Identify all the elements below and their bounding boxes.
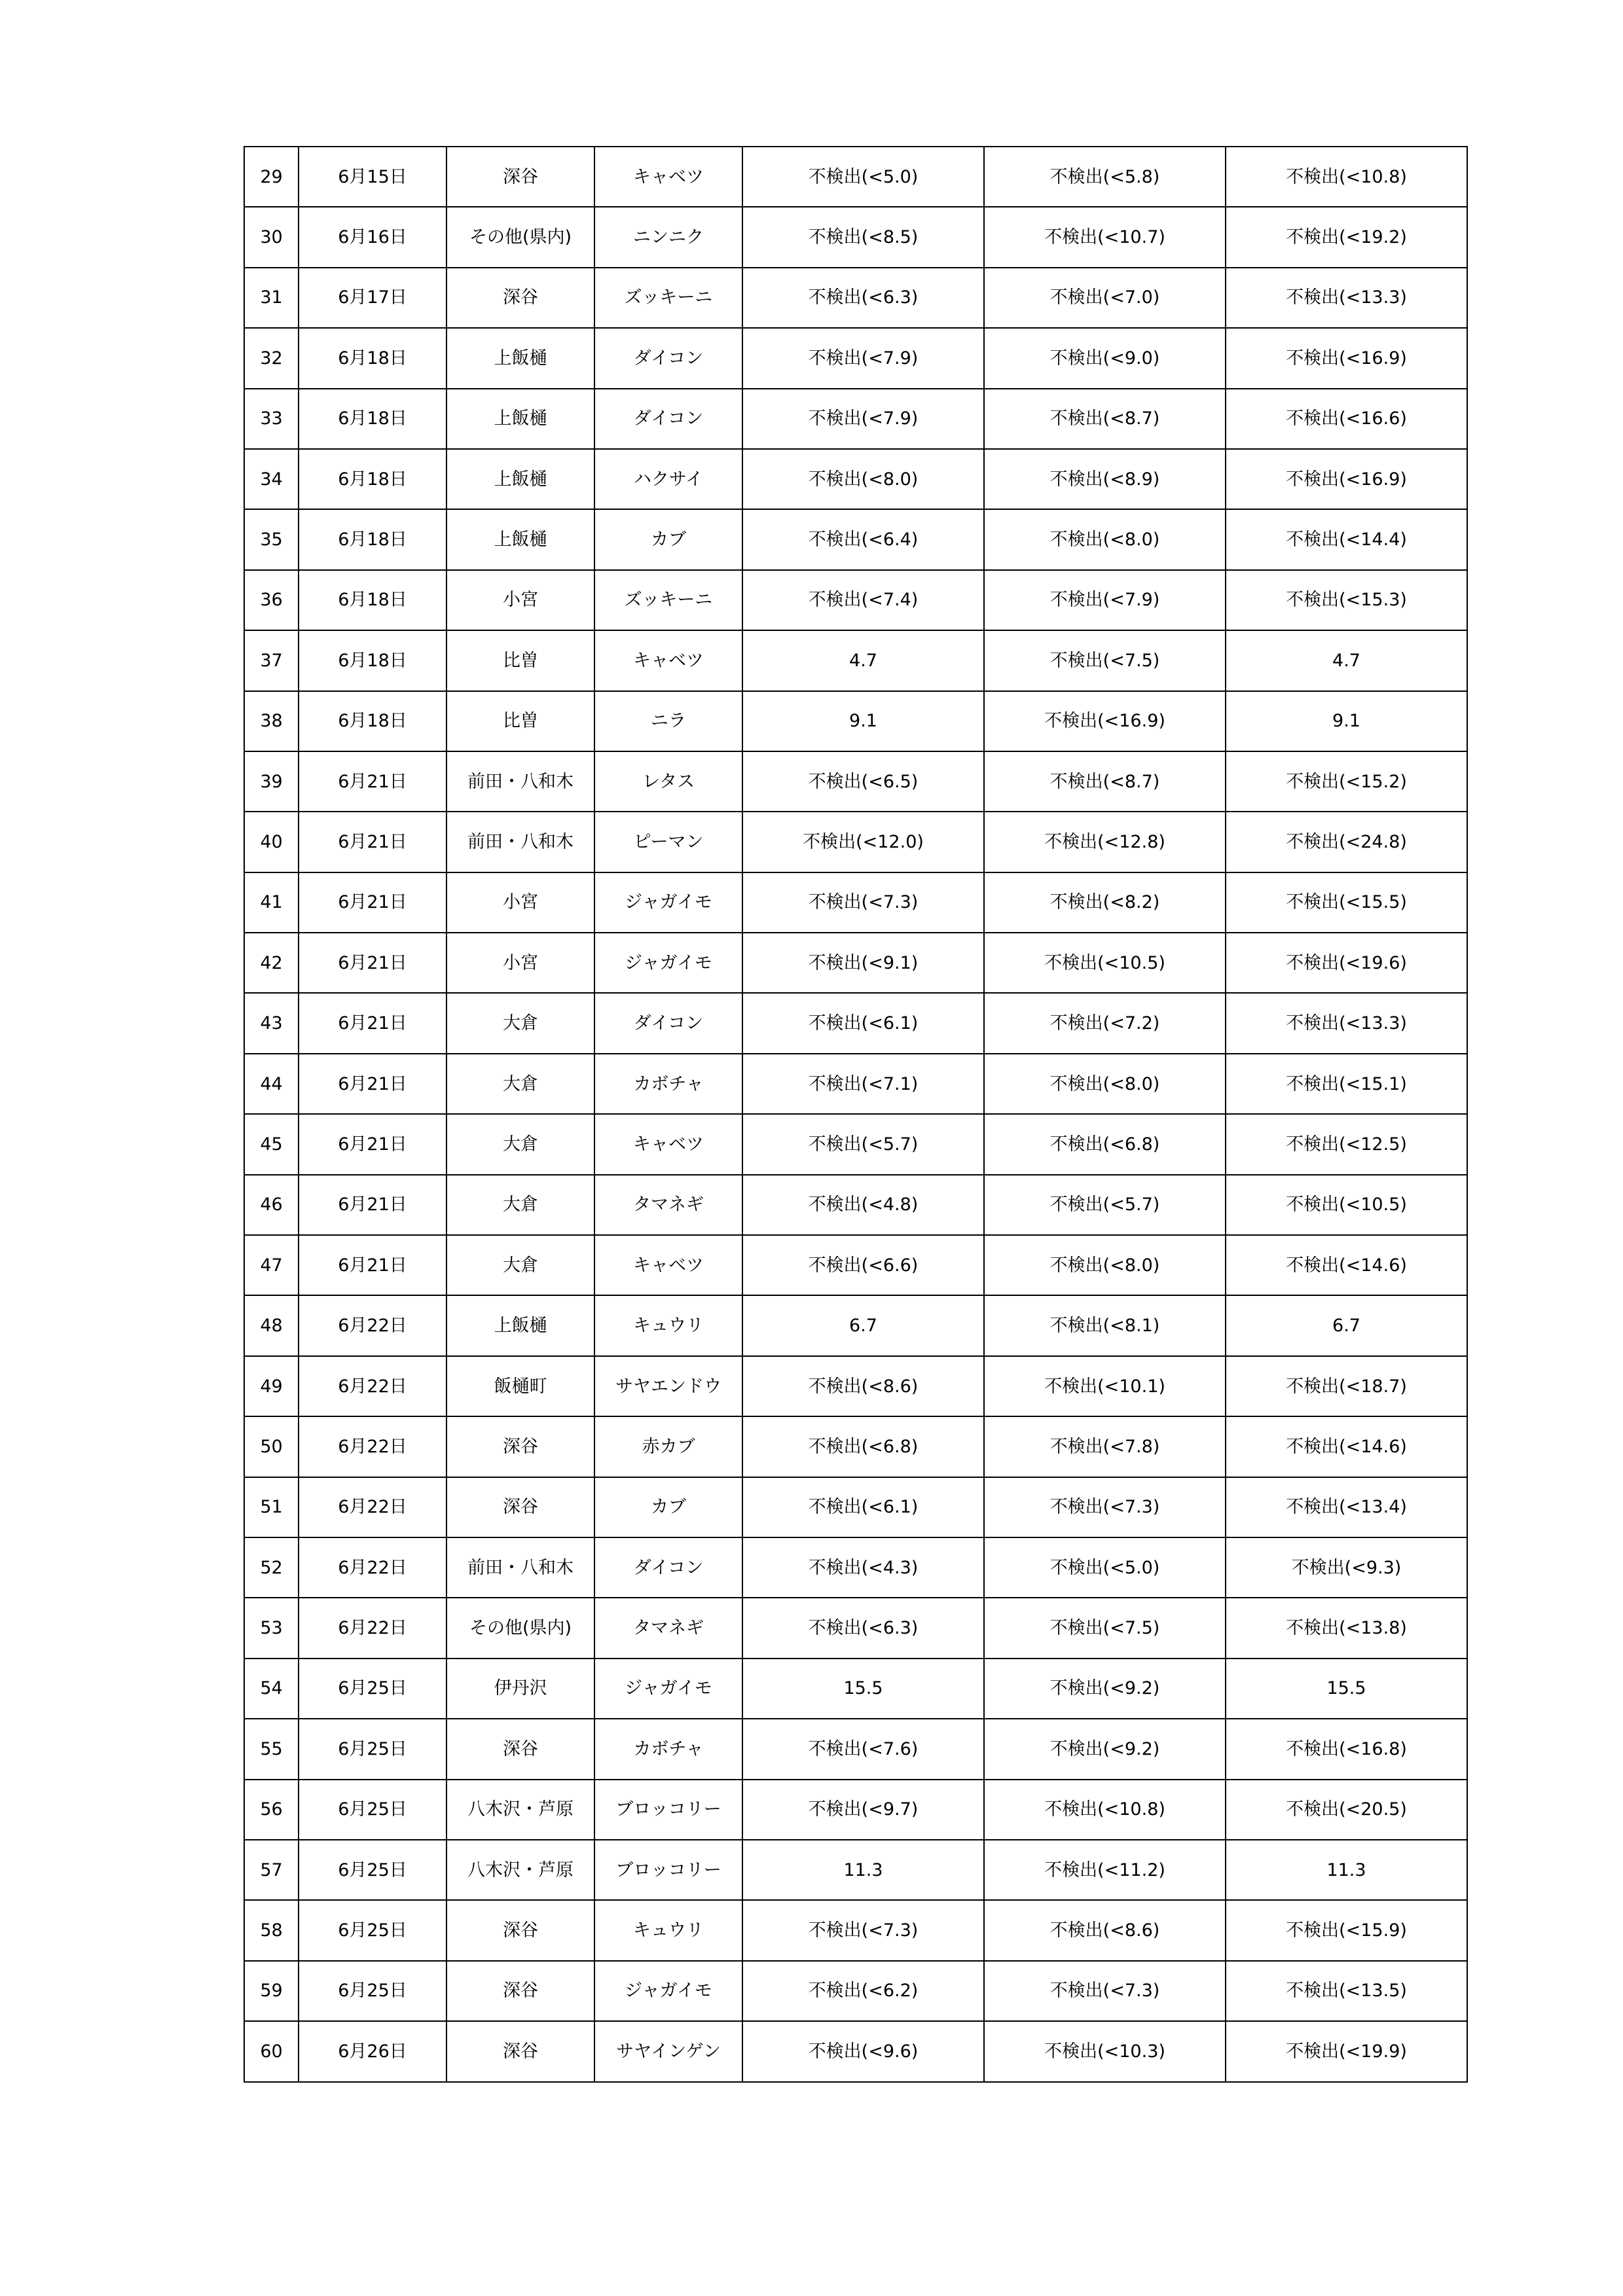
table-row (244, 630, 1467, 691)
row-number-cell: 46 (244, 1175, 299, 1235)
area-cell: 飯樋町 (447, 1356, 594, 1416)
area-cell: 小宮 (447, 872, 594, 933)
value2-cell: 不検出(<16.9) (984, 691, 1226, 751)
value2-cell: 不検出(<6.8) (984, 1114, 1226, 1174)
value3-cell: 不検出(<10.5) (1226, 1175, 1467, 1235)
value2-cell: 不検出(<7.9) (984, 570, 1226, 630)
item-cell: サヤエンドウ (594, 1356, 742, 1416)
table-row (244, 1598, 1467, 1658)
value1-cell: 不検出(<7.9) (742, 389, 984, 449)
date-cell: 6月22日 (299, 1295, 447, 1355)
value3-cell: 6.7 (1226, 1295, 1467, 1355)
value1-cell: 不検出(<6.3) (742, 1598, 984, 1658)
value3-cell: 不検出(<16.9) (1226, 449, 1467, 509)
value2-cell: 不検出(<9.0) (984, 328, 1226, 388)
value2-cell: 不検出(<5.0) (984, 1537, 1226, 1598)
value3-cell: 不検出(<20.5) (1226, 1780, 1467, 1840)
item-cell: 赤カブ (594, 1416, 742, 1477)
table-row (244, 1477, 1467, 1537)
item-cell: ダイコン (594, 1537, 742, 1598)
area-cell: 上飯樋 (447, 1295, 594, 1355)
item-cell: キャベツ (594, 1114, 742, 1174)
row-number-cell: 36 (244, 570, 299, 630)
table-row (244, 1416, 1467, 1477)
table-row (244, 691, 1467, 751)
value1-cell: 不検出(<6.2) (742, 1961, 984, 2021)
value1-cell: 不検出(<7.3) (742, 872, 984, 933)
row-number-cell: 54 (244, 1659, 299, 1719)
table-row (244, 1780, 1467, 1840)
row-number-cell: 44 (244, 1054, 299, 1114)
date-cell: 6月25日 (299, 1780, 447, 1840)
value2-cell: 不検出(<8.7) (984, 751, 1226, 812)
item-cell: キュウリ (594, 1900, 742, 1960)
value2-cell: 不検出(<8.2) (984, 872, 1226, 933)
measurement-table (244, 146, 1468, 2083)
item-cell: カブ (594, 1477, 742, 1537)
row-number-cell: 60 (244, 2021, 299, 2081)
date-cell: 6月25日 (299, 1659, 447, 1719)
item-cell: キュウリ (594, 1295, 742, 1355)
item-cell: ニンニク (594, 207, 742, 267)
value1-cell: 不検出(<8.6) (742, 1356, 984, 1416)
item-cell: ピーマン (594, 812, 742, 872)
date-cell: 6月18日 (299, 630, 447, 691)
area-cell: 上飯樋 (447, 509, 594, 569)
value1-cell: 不検出(<6.5) (742, 751, 984, 812)
value3-cell: 不検出(<15.1) (1226, 1054, 1467, 1114)
item-cell: キャベツ (594, 630, 742, 691)
item-cell: ニラ (594, 691, 742, 751)
date-cell: 6月18日 (299, 449, 447, 509)
date-cell: 6月21日 (299, 872, 447, 933)
date-cell: 6月25日 (299, 1900, 447, 1960)
date-cell: 6月22日 (299, 1537, 447, 1598)
table-row (244, 147, 1467, 207)
value3-cell: 不検出(<13.4) (1226, 1477, 1467, 1537)
date-cell: 6月15日 (299, 147, 447, 207)
item-cell: サヤインゲン (594, 2021, 742, 2081)
area-cell: 深谷 (447, 1719, 594, 1779)
value1-cell: 不検出(<6.4) (742, 509, 984, 569)
row-number-cell: 50 (244, 1416, 299, 1477)
row-number-cell: 30 (244, 207, 299, 267)
value2-cell: 不検出(<10.8) (984, 1780, 1226, 1840)
area-cell: 大倉 (447, 993, 594, 1053)
table-row (244, 1175, 1467, 1235)
value1-cell: 15.5 (742, 1659, 984, 1719)
item-cell: カボチャ (594, 1054, 742, 1114)
value2-cell: 不検出(<8.6) (984, 1900, 1226, 1960)
value2-cell: 不検出(<10.7) (984, 207, 1226, 267)
date-cell: 6月22日 (299, 1356, 447, 1416)
area-cell: その他(県内) (447, 207, 594, 267)
value1-cell: 不検出(<4.8) (742, 1175, 984, 1235)
item-cell: ブロッコリー (594, 1780, 742, 1840)
value3-cell: 不検出(<16.8) (1226, 1719, 1467, 1779)
table-row (244, 2021, 1467, 2081)
date-cell: 6月21日 (299, 1175, 447, 1235)
value2-cell: 不検出(<8.0) (984, 1054, 1226, 1114)
item-cell: ブロッコリー (594, 1840, 742, 1900)
row-number-cell: 59 (244, 1961, 299, 2021)
value1-cell: 4.7 (742, 630, 984, 691)
table-row (244, 872, 1467, 933)
date-cell: 6月18日 (299, 389, 447, 449)
area-cell: 上飯樋 (447, 449, 594, 509)
value1-cell: 不検出(<6.1) (742, 1477, 984, 1537)
date-cell: 6月21日 (299, 812, 447, 872)
value3-cell: 不検出(<16.6) (1226, 389, 1467, 449)
value1-cell: 不検出(<7.3) (742, 1900, 984, 1960)
value2-cell: 不検出(<8.9) (984, 449, 1226, 509)
value2-cell: 不検出(<8.0) (984, 1235, 1226, 1295)
row-number-cell: 51 (244, 1477, 299, 1537)
value3-cell: 不検出(<13.3) (1226, 268, 1467, 328)
date-cell: 6月25日 (299, 1719, 447, 1779)
value2-cell: 不検出(<10.1) (984, 1356, 1226, 1416)
value2-cell: 不検出(<8.0) (984, 509, 1226, 569)
value3-cell: 不検出(<19.2) (1226, 207, 1467, 267)
row-number-cell: 35 (244, 509, 299, 569)
row-number-cell: 39 (244, 751, 299, 812)
table-row (244, 1235, 1467, 1295)
row-number-cell: 47 (244, 1235, 299, 1295)
value1-cell: 不検出(<6.3) (742, 268, 984, 328)
value1-cell: 不検出(<9.1) (742, 933, 984, 993)
value1-cell: 11.3 (742, 1840, 984, 1900)
item-cell: ダイコン (594, 389, 742, 449)
date-cell: 6月22日 (299, 1416, 447, 1477)
row-number-cell: 42 (244, 933, 299, 993)
item-cell: ジャガイモ (594, 872, 742, 933)
area-cell: 深谷 (447, 1477, 594, 1537)
value3-cell: 不検出(<13.8) (1226, 1598, 1467, 1658)
date-cell: 6月21日 (299, 751, 447, 812)
table-row (244, 1295, 1467, 1355)
area-cell: 比曽 (447, 691, 594, 751)
date-cell: 6月18日 (299, 509, 447, 569)
table-row (244, 1719, 1467, 1779)
table-row (244, 207, 1467, 267)
date-cell: 6月21日 (299, 1054, 447, 1114)
table-row (244, 1356, 1467, 1416)
value2-cell: 不検出(<9.2) (984, 1659, 1226, 1719)
value3-cell: 15.5 (1226, 1659, 1467, 1719)
table-row (244, 1054, 1467, 1114)
table-row (244, 449, 1467, 509)
value2-cell: 不検出(<8.7) (984, 389, 1226, 449)
date-cell: 6月21日 (299, 933, 447, 993)
area-cell: 深谷 (447, 1900, 594, 1960)
value3-cell: 不検出(<13.3) (1226, 993, 1467, 1053)
item-cell: ズッキーニ (594, 268, 742, 328)
table-row (244, 1659, 1467, 1719)
value3-cell: 不検出(<9.3) (1226, 1537, 1467, 1598)
value3-cell: 不検出(<14.6) (1226, 1235, 1467, 1295)
table-row (244, 389, 1467, 449)
table-row (244, 1840, 1467, 1900)
value3-cell: 不検出(<15.3) (1226, 570, 1467, 630)
item-cell: ダイコン (594, 328, 742, 388)
value1-cell: 不検出(<7.9) (742, 328, 984, 388)
value2-cell: 不検出(<7.5) (984, 630, 1226, 691)
row-number-cell: 53 (244, 1598, 299, 1658)
area-cell: 八木沢・芦原 (447, 1840, 594, 1900)
value2-cell: 不検出(<5.8) (984, 147, 1226, 207)
value2-cell: 不検出(<7.2) (984, 993, 1226, 1053)
area-cell: 大倉 (447, 1235, 594, 1295)
item-cell: タマネギ (594, 1598, 742, 1658)
area-cell: 八木沢・芦原 (447, 1780, 594, 1840)
table-row (244, 570, 1467, 630)
row-number-cell: 43 (244, 993, 299, 1053)
value3-cell: 不検出(<15.5) (1226, 872, 1467, 933)
item-cell: ジャガイモ (594, 1961, 742, 2021)
area-cell: 小宮 (447, 570, 594, 630)
area-cell: 前田・八和木 (447, 751, 594, 812)
item-cell: カブ (594, 509, 742, 569)
value1-cell: 9.1 (742, 691, 984, 751)
row-number-cell: 48 (244, 1295, 299, 1355)
area-cell: 深谷 (447, 1961, 594, 2021)
row-number-cell: 34 (244, 449, 299, 509)
value3-cell: 不検出(<16.9) (1226, 328, 1467, 388)
value1-cell: 不検出(<7.4) (742, 570, 984, 630)
item-cell: ジャガイモ (594, 933, 742, 993)
value3-cell: 不検出(<12.5) (1226, 1114, 1467, 1174)
date-cell: 6月25日 (299, 1961, 447, 2021)
row-number-cell: 29 (244, 147, 299, 207)
value2-cell: 不検出(<7.3) (984, 1961, 1226, 2021)
value2-cell: 不検出(<10.5) (984, 933, 1226, 993)
row-number-cell: 37 (244, 630, 299, 691)
date-cell: 6月21日 (299, 993, 447, 1053)
date-cell: 6月21日 (299, 1114, 447, 1174)
row-number-cell: 40 (244, 812, 299, 872)
area-cell: 深谷 (447, 2021, 594, 2081)
value2-cell: 不検出(<7.8) (984, 1416, 1226, 1477)
area-cell: 小宮 (447, 933, 594, 993)
value1-cell: 不検出(<4.3) (742, 1537, 984, 1598)
item-cell: ズッキーニ (594, 570, 742, 630)
value3-cell: 不検出(<18.7) (1226, 1356, 1467, 1416)
value1-cell: 不検出(<8.5) (742, 207, 984, 267)
date-cell: 6月25日 (299, 1840, 447, 1900)
item-cell: タマネギ (594, 1175, 742, 1235)
area-cell: 前田・八和木 (447, 1537, 594, 1598)
value1-cell: 不検出(<7.1) (742, 1054, 984, 1114)
value1-cell: 不検出(<9.7) (742, 1780, 984, 1840)
value1-cell: 不検出(<5.0) (742, 147, 984, 207)
date-cell: 6月18日 (299, 328, 447, 388)
value2-cell: 不検出(<7.0) (984, 268, 1226, 328)
value1-cell: 6.7 (742, 1295, 984, 1355)
table-row (244, 812, 1467, 872)
date-cell: 6月22日 (299, 1477, 447, 1537)
table-row (244, 933, 1467, 993)
value1-cell: 不検出(<5.7) (742, 1114, 984, 1174)
value2-cell: 不検出(<9.2) (984, 1719, 1226, 1779)
table-row (244, 751, 1467, 812)
table-row (244, 993, 1467, 1053)
area-cell: 深谷 (447, 147, 594, 207)
row-number-cell: 41 (244, 872, 299, 933)
value1-cell: 不検出(<6.1) (742, 993, 984, 1053)
table-row (244, 328, 1467, 388)
date-cell: 6月26日 (299, 2021, 447, 2081)
value3-cell: 不検出(<15.9) (1226, 1900, 1467, 1960)
area-cell: 深谷 (447, 1416, 594, 1477)
value3-cell: 不検出(<19.9) (1226, 2021, 1467, 2081)
value1-cell: 不検出(<6.8) (742, 1416, 984, 1477)
table-row (244, 268, 1467, 328)
row-number-cell: 32 (244, 328, 299, 388)
value1-cell: 不検出(<7.6) (742, 1719, 984, 1779)
table-row (244, 1114, 1467, 1174)
value3-cell: 不検出(<14.4) (1226, 509, 1467, 569)
area-cell: 上飯樋 (447, 389, 594, 449)
item-cell: ハクサイ (594, 449, 742, 509)
value1-cell: 不検出(<9.6) (742, 2021, 984, 2081)
item-cell: キャベツ (594, 1235, 742, 1295)
value1-cell: 不検出(<8.0) (742, 449, 984, 509)
row-number-cell: 58 (244, 1900, 299, 1960)
table-row (244, 1537, 1467, 1598)
row-number-cell: 33 (244, 389, 299, 449)
row-number-cell: 57 (244, 1840, 299, 1900)
row-number-cell: 56 (244, 1780, 299, 1840)
area-cell: 大倉 (447, 1175, 594, 1235)
value2-cell: 不検出(<5.7) (984, 1175, 1226, 1235)
value1-cell: 不検出(<6.6) (742, 1235, 984, 1295)
item-cell: ダイコン (594, 993, 742, 1053)
date-cell: 6月17日 (299, 268, 447, 328)
value3-cell: 不検出(<19.6) (1226, 933, 1467, 993)
date-cell: 6月16日 (299, 207, 447, 267)
row-number-cell: 52 (244, 1537, 299, 1598)
item-cell: ジャガイモ (594, 1659, 742, 1719)
value2-cell: 不検出(<7.3) (984, 1477, 1226, 1537)
value3-cell: 不検出(<13.5) (1226, 1961, 1467, 2021)
table-row (244, 509, 1467, 569)
date-cell: 6月22日 (299, 1598, 447, 1658)
value3-cell: 不検出(<10.8) (1226, 147, 1467, 207)
item-cell: レタス (594, 751, 742, 812)
area-cell: 前田・八和木 (447, 812, 594, 872)
value3-cell: 9.1 (1226, 691, 1467, 751)
table-row (244, 1961, 1467, 2021)
value2-cell: 不検出(<10.3) (984, 2021, 1226, 2081)
date-cell: 6月21日 (299, 1235, 447, 1295)
row-number-cell: 55 (244, 1719, 299, 1779)
date-cell: 6月18日 (299, 691, 447, 751)
value1-cell: 不検出(<12.0) (742, 812, 984, 872)
area-cell: 大倉 (447, 1114, 594, 1174)
value2-cell: 不検出(<8.1) (984, 1295, 1226, 1355)
item-cell: カボチャ (594, 1719, 742, 1779)
value2-cell: 不検出(<7.5) (984, 1598, 1226, 1658)
date-cell: 6月18日 (299, 570, 447, 630)
area-cell: 深谷 (447, 268, 594, 328)
row-number-cell: 45 (244, 1114, 299, 1174)
area-cell: 大倉 (447, 1054, 594, 1114)
table-row (244, 1900, 1467, 1960)
area-cell: 伊丹沢 (447, 1659, 594, 1719)
area-cell: 比曽 (447, 630, 594, 691)
area-cell: 上飯樋 (447, 328, 594, 388)
area-cell: その他(県内) (447, 1598, 594, 1658)
value3-cell: 不検出(<15.2) (1226, 751, 1467, 812)
value3-cell: 4.7 (1226, 630, 1467, 691)
value3-cell: 11.3 (1226, 1840, 1467, 1900)
value2-cell: 不検出(<12.8) (984, 812, 1226, 872)
value3-cell: 不検出(<14.6) (1226, 1416, 1467, 1477)
table-body (244, 147, 1467, 2082)
row-number-cell: 31 (244, 268, 299, 328)
row-number-cell: 49 (244, 1356, 299, 1416)
row-number-cell: 38 (244, 691, 299, 751)
item-cell: キャベツ (594, 147, 742, 207)
value2-cell: 不検出(<11.2) (984, 1840, 1226, 1900)
value3-cell: 不検出(<24.8) (1226, 812, 1467, 872)
